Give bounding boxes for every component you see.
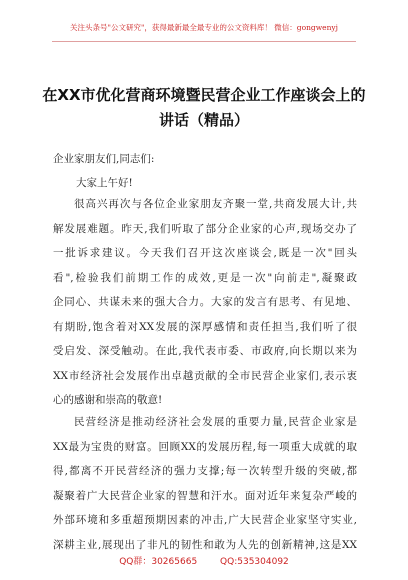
paragraph-line: XX最为宝贵的财富。回顾XX的发展历程,每一项重大成就的取 [53,440,357,453]
paragraph-line: 凝聚着广大民营企业家的智慧和汗水。面对近年来复杂严峻的 [53,489,357,502]
paragraph-line: 看",检验我们前期工作的成效,更是一次"向前走",凝聚政 [53,271,357,284]
paragraph-line: 民营经济是推动经济社会发展的重要力量,民营企业家是 [74,416,357,428]
paragraph-line: 有期盼,饱含着对XX发展的深厚感情和责任担当,我们听了很 [53,320,357,333]
paragraph-line: 外部环境和多重超预期因素的冲击,广大民营企业家坚守实业, [53,514,357,526]
footer-qq-group: QQ群：30265665 [119,557,198,567]
title-line-1: 在XX市优化营商环境暨民营企业工作座谈会上的 [42,86,366,104]
paragraph-line: 深耕主业,展现出了非凡的韧性和敢为人先的创新精神,这是XX [53,538,357,551]
paragraph-line: 一批诉求建议。今天我们召开这次座谈会,既是一次"回头 [53,247,357,259]
header-divider [52,41,356,42]
greeting: 大家上午好! [76,177,133,189]
header-banner: 关注头条号"公文研究"，获得最新最全最专业的公文资料库！ 微信：gongwenyj [70,23,338,32]
paragraph-line: 心的感谢和崇高的敬意! [53,394,163,406]
paragraph-line: 解发展难题。昨天,我们听取了部分企业家的心声,现场交办了 [53,222,357,235]
paragraph-2 [53,410,357,557]
paragraph-1 [53,192,357,413]
footer-contact [0,554,408,567]
document-title [30,83,378,133]
paragraph-line: 很高兴再次与各位企业家朋友齐聚一堂,共商发展大计,共 [74,198,357,210]
paragraph-line: XX市经济社会发展作出卓越贡献的全市民营企业家们,表示衷 [53,369,357,382]
footer-qq-number: QQ:535304092 [220,557,289,567]
salutation: 企业家朋友们,同志们: [53,153,155,165]
paragraph-line: 受启发、深受触动。在此,我代表市委、市政府,向长期以来为 [53,345,357,357]
paragraph-line: 企同心、共谋未来的强大合力。大家的发言有思考、有见地、 [53,296,357,308]
title-line-2: 讲话（精品） [158,111,249,129]
paragraph-line: 得,都离不开民营经济的强力支撑;每一次转型升级的突破,都 [53,465,357,477]
